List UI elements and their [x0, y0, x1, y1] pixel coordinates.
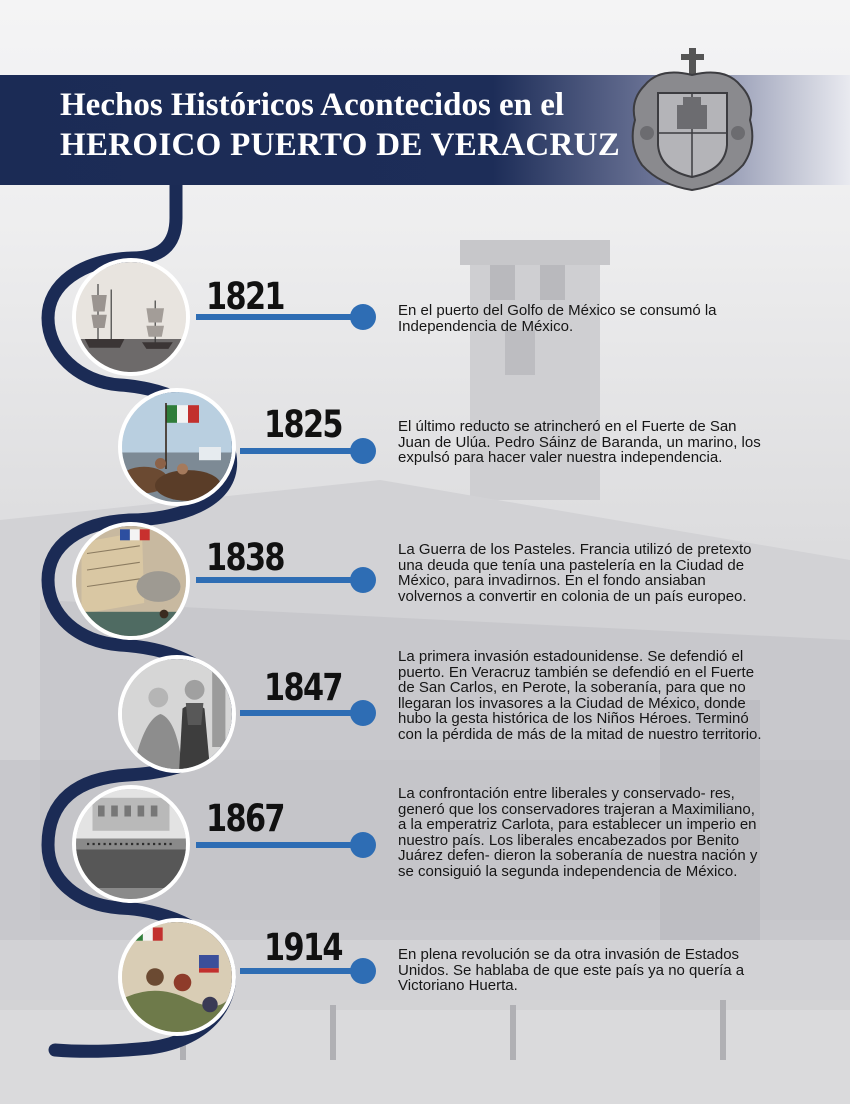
event-description-1838: La Guerra de los Pasteles. Francia utilizó de pretexto una deuda que tenía una pastelería en la Ciudad de México, para invadirnos. En el fondo ansiaban volvernos a convertir en colonia de un país europeo.: [398, 541, 752, 605]
event-description-1914: En plena revolución se da otra invasión de Estados Unidos. Se hablaba de que este país ya no quería a Victoriano Huerta.: [398, 946, 745, 994]
page-title-line1: Hechos Históricos Acontecidos en el: [60, 87, 565, 123]
year-1821: 1821: [206, 275, 284, 318]
year-1825: 1825: [264, 403, 342, 446]
event-image-1847: [118, 655, 236, 773]
troops-parade-engraving: [76, 789, 186, 899]
event-image-1838: [72, 522, 190, 640]
maximilian-carlota-portrait: [122, 659, 232, 769]
event-image-1821: [72, 258, 190, 376]
ships-at-sea-engraving: [76, 262, 186, 372]
event-image-1867: [72, 785, 190, 903]
event-description-1821: En el puerto del Golfo de México se consumó la Independencia de México.: [398, 302, 717, 335]
revolution-battle-painting: [122, 922, 232, 1032]
event-description-1847: La primera invasión estadounidense. Se defendió el puerto. En Veracruz también se defendió en el Fuerte de San Carlos, en Perote, la soberanía, para que no llegaran los invasores a la Ciudad de México, donde hubo la gesta histórica de los Niños Héroes. Terminó con la pérdida de más de la mitad de nuestro territorio.: [398, 648, 762, 743]
year-1914: 1914: [264, 926, 342, 969]
year-1838: 1838: [206, 536, 284, 579]
year-1867: 1867: [206, 797, 284, 840]
event-image-1914: [118, 918, 236, 1036]
flag-bearers-boat-painting: [122, 392, 232, 502]
page-title-line2: HEROICO PUERTO DE VERACRUZ: [60, 127, 621, 163]
event-description-1867: La confrontación entre liberales y conservado- res, generó que los conservadores trajeran a Maximiliano, a la emperatriz Carlota, para establecer un imperio en nuestro país. Los liberales encabezados por Benito Juárez defen- dieron la soberanía de nuestra nación y se consiguió la segunda independencia de México.: [398, 785, 758, 880]
french-ship-battle-painting: [76, 526, 186, 636]
year-1847: 1847: [264, 666, 342, 709]
event-image-1825: [118, 388, 236, 506]
event-description-1825: El último reducto se atrincheró en el Fuerte de San Juan de Ulúa. Pedro Sáinz de Baranda, un marino, los expulsó para hacer valer nuestra independencia.: [398, 418, 761, 466]
veracruz-coat-of-arms-emblem: [625, 45, 760, 195]
